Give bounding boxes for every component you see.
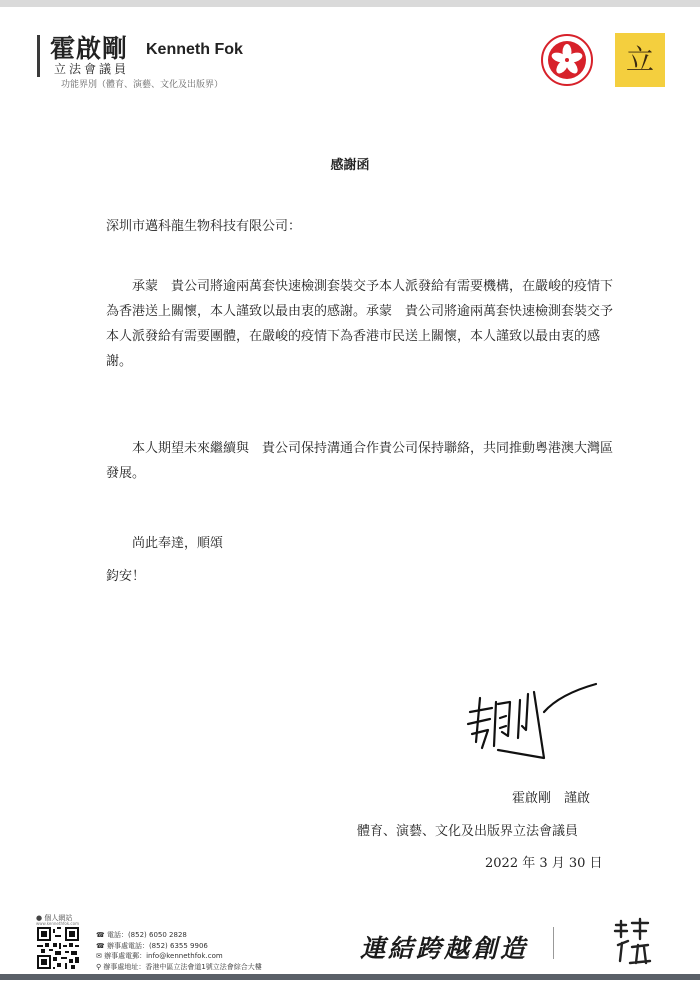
slogan-divider bbox=[553, 927, 554, 959]
legislator-title: 立法會議員 bbox=[54, 62, 130, 76]
website-url: www.kennethfok.com bbox=[36, 921, 79, 926]
letter-title: 感謝函 bbox=[330, 158, 370, 173]
handwritten-signature bbox=[460, 672, 600, 767]
closing-line: 尚此奉達，順頌 bbox=[132, 536, 224, 551]
footer-bar bbox=[0, 974, 700, 980]
regards-line: 鈞安！ bbox=[106, 569, 146, 584]
website-label: ● 個人網站 bbox=[36, 914, 73, 922]
signer-name: 霍啟剛 謹啟 bbox=[512, 791, 591, 806]
office-email-line: ✉ 辦事處電郵：info@kennethfok.com bbox=[96, 952, 223, 960]
salutation: 深圳市邁科龍生物科技有限公司： bbox=[106, 219, 302, 234]
paragraph-2: 本人期望未來繼續與 貴公司保持溝通合作貴公司保持聯絡，共同推動粵港澳大灣區發展。 bbox=[106, 441, 614, 481]
contact-info bbox=[96, 930, 262, 972]
sports-arts-culture-logo-icon bbox=[610, 917, 654, 967]
constituency-label: 功能界別（體育、演藝、文化及出版界） bbox=[61, 80, 224, 90]
top-edge bbox=[0, 0, 700, 7]
hksar-emblem-icon bbox=[541, 34, 593, 86]
legislator-name-zh: 霍啟剛 bbox=[50, 34, 129, 63]
legco-logo-icon: 立 bbox=[615, 33, 665, 87]
phone-line: ☎ 電話：(852) 6050 2828 bbox=[96, 931, 187, 939]
office-phone-line: ☎ 辦事處電話：(852) 6355 9906 bbox=[96, 941, 208, 950]
office-address-line: ⚲ 辦事處地址：香港中區立法會道1號立法會綜合大樓 bbox=[96, 962, 262, 971]
signer-title: 體育、演藝、文化及出版界立法會議員 bbox=[357, 824, 579, 839]
legislator-name-en: Kenneth Fok bbox=[146, 41, 243, 58]
letter-page bbox=[0, 7, 700, 987]
slogan: 連結跨越創造 bbox=[360, 934, 529, 963]
qr-code-icon bbox=[37, 927, 79, 969]
paragraph-1: 承蒙 貴公司將逾兩萬套快速檢測套裝交予本人派發給有需要機構，在嚴峻的疫情下為香港送上關懷，本人謹致以最由衷的感謝。承蒙 貴公司將逾兩萬套快速檢測套裝交予本人派發給有需要團體，在嚴峻的疫情下為香港市民送上關懷，本人謹致以最由衷的感謝。 bbox=[106, 279, 614, 369]
letter-date: 2022 年 3 月 30 日 bbox=[485, 856, 603, 871]
header-accent-bar bbox=[37, 35, 40, 77]
